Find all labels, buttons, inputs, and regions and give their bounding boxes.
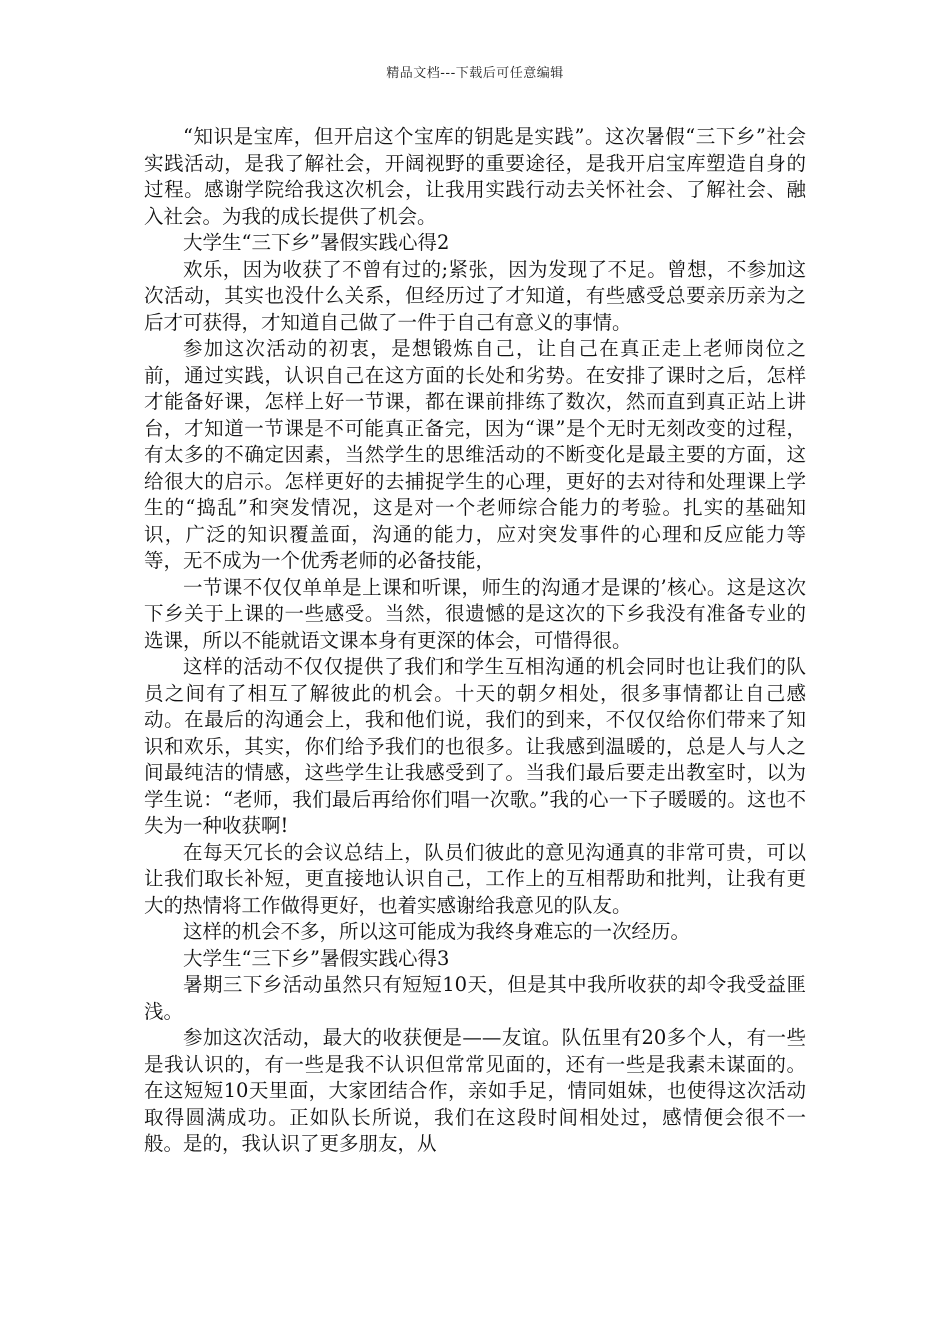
paragraph: 参加这次活动的初衷，是想锻炼自己，让自己在真正走上老师岗位之前，通过实践，认识自己在这方面的长处和劣势。在安排了课时之后，怎样才能备好课，怎样上好一节课，都在课前排练了数次，然而直到真正站上讲台，才知道一节课是不可能真正备完，因为“课”是个无时无刻改变的过程，有太多的不确定因素，当然学生的思维活动的不断变化是最主要的方面，这给很大的启示。怎样更好的去捕捉学生的心理，更好的去对待和处理课上学生的“捣乱”和突发情况，这是对一个老师综合能力的考验。扎实的基础知识，广泛的知识覆盖面，沟通的能力，应对突发事件的心理和反应能力等等，无不成为一个优秀老师的必备技能， xyxy=(144,337,806,572)
document-body xyxy=(144,124,806,1158)
paragraph: 参加这次活动，最大的收获便是——友谊。队伍里有20多个人，有一些是我认识的，有一些是我不认识但常常见面的，还有一些是我素未谋面的。在这短短10天里面，大家团结合作，亲如手足，情同姐妹，也使得这次活动取得圆满成功。正如队长所说，我们在这段时间相处过，感情便会很不一般。是的，我认识了更多朋友，从 xyxy=(144,1026,806,1155)
paragraph: 在每天冗长的会议总结上，队员们彼此的意见沟通真的非常可贵，可以让我们取长补短，更直接地认识自己，工作上的互相帮助和批判，让我有更大的热情将工作做得更好，也着实感谢给我意见的队友。 xyxy=(144,840,806,917)
paragraph: 这样的活动不仅仅提供了我们和学生互相沟通的机会同时也让我们的队员之间有了相互了解彼此的机会。十天的朝夕相处，很多事情都让自己感动。在最后的沟通会上，我和他们说，我们的到来，不仅仅给你们带来了知识和欢乐，其实，你们给予我们的也很多。让我感到温暖的，总是人与人之间最纯洁的情感，这些学生让我感受到了。当我们最后要走出教室时，以为学生说：“老师，我们最后再给你们唱一次歌。”我的心一下子暖暖的。这也不失为一种收获啊! xyxy=(144,655,806,837)
paragraph: 欢乐，因为收获了不曾有过的;紧张，因为发现了不足。曾想，不参加这次活动，其实也没什么关系，但经历过了才知道，有些感受总要亲历亲为之后才可获得，才知道自己做了一件于自己有意义的事情。 xyxy=(144,257,806,334)
paragraph: 这样的机会不多，所以这可能成为我终身难忘的一次经历。 xyxy=(183,920,691,943)
paragraph: 一节课不仅仅单单是上课和听课，师生的沟通才是课的’核心。这是这次下乡关于上课的一些感受。当然，很遗憾的是这次的下乡我没有准备专业的选课，所以不能就语文课本身有更深的体会，可惜得很。 xyxy=(144,575,806,652)
section-heading-3: 大学生“三下乡”暑假实践心得3 xyxy=(183,946,450,970)
section-heading-2: 大学生“三下乡”暑假实践心得2 xyxy=(183,231,450,254)
page-header: 精品文档---下载后可任意编辑 xyxy=(386,66,564,81)
paragraph-intro: “知识是宝库，但开启这个宝库的钥匙是实践”。这次暑假“三下乡”社会实践活动，是我了解社会，开阔视野的重要途径，是我开启宝库塑造自身的过程。感谢学院给我这次机会，让我用实践行动去关怀社会、了解社会、融入社会。为我的成长提供了机会。 xyxy=(144,125,806,228)
paragraph: 暑期三下乡活动虽然只有短短10天，但是其中我所收获的却令我受益匪浅。 xyxy=(144,973,806,1023)
